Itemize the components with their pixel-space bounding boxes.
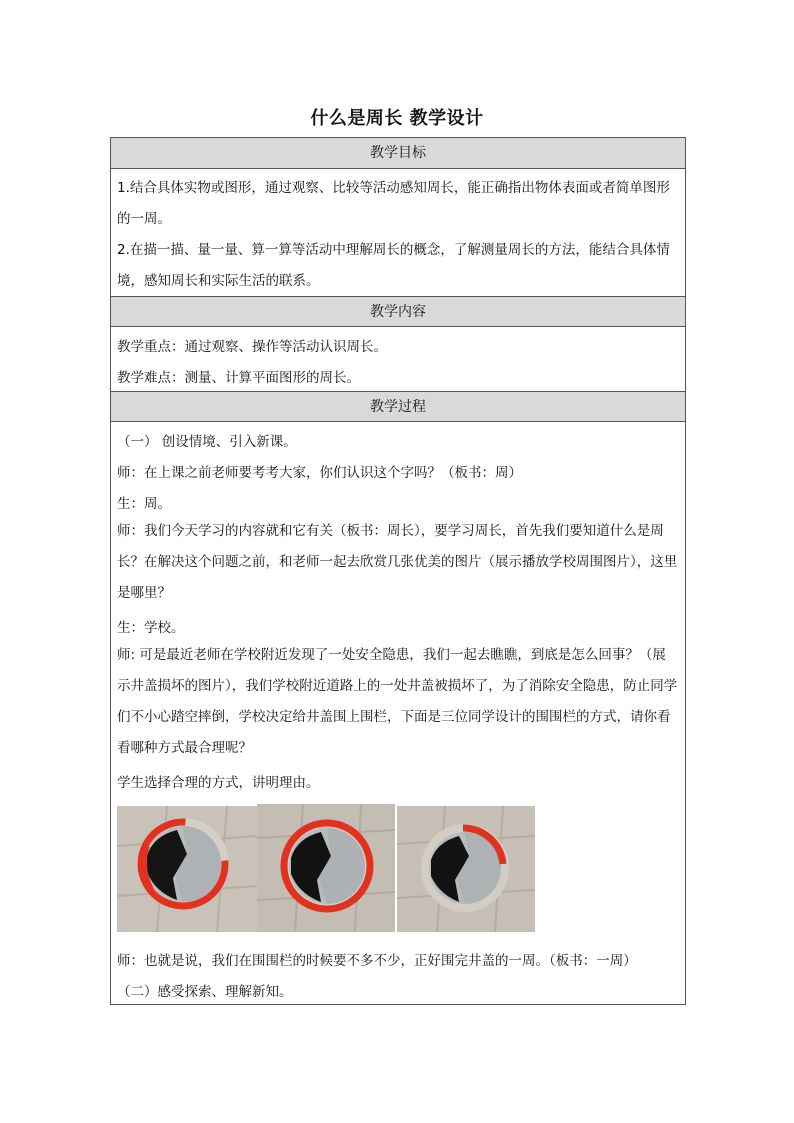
dialogue-paragraph: 师: 可是最近老师在学校附近发现了一处安全隐患，我们一起去瞧瞧，到底是怎么回事？（展示井盖损坏的图片），我们学校附近道路上的一处井盖被损坏了，为了消除安全隐患，防止同学们不小心踏空摔倒，学校决定给井盖围上围栏，下面是三位同学设计的围围栏的方式，请你看看哪种方式最合理呢？ — [117, 647, 678, 756]
manhole-photo-a — [117, 806, 257, 932]
manhole-image-row — [117, 806, 537, 936]
manhole-photo-b — [257, 804, 395, 932]
objective-item-2: 2.在描一描、量一量、算一算等活动中理解周长的概念，了解测量周长的方法，能结合具体情境，感知周长和实际生活的联系。 — [117, 242, 670, 289]
objective-item-1: 1.结合具体实物或图形，通过观察、比较等活动感知周长，能正确指出物体表面或者简单图形的一周。 — [117, 180, 670, 227]
dialogue-line: 生：周。 — [117, 496, 171, 512]
dialogue-line: 生：学校。 — [117, 620, 185, 636]
process-header: 教学过程 — [111, 391, 685, 422]
dialogue-line: 学生选择合理的方式，讲明理由。 — [117, 775, 320, 791]
difficulty: 教学难点：测量、计算平面图形的周长。 — [117, 370, 360, 386]
process-step-1: （一） 创设情境、引入新课。 — [117, 434, 297, 450]
page-title: 什么是周长 教学设计 — [310, 108, 484, 129]
process-step-2: （二）感受探索、理解新知。 — [117, 984, 293, 1000]
key-point: 教学重点：通过观察、操作等活动认识周长。 — [117, 339, 387, 355]
dialogue-paragraph: 师：我们今天学习的内容就和它有关（板书：周长），要学习周长，首先我们要知道什么是周长？在解决这个问题之前，和老师一起去欣赏几张优美的图片（展示播放学校周围图片），这里是哪里？ — [117, 523, 678, 601]
dialogue-line: 师：在上课之前老师要考考大家，你们认识这个字吗？（板书：周） — [117, 465, 522, 481]
objectives-header: 教学目标 — [111, 138, 685, 169]
manhole-photo-c — [397, 806, 535, 932]
lesson-plan-table — [110, 137, 686, 1005]
dialogue-line: 师：也就是说，我们在围围栏的时候要不多不少，正好围完井盖的一周。（板书：一周） — [117, 953, 637, 969]
content-header: 教学内容 — [111, 296, 685, 327]
